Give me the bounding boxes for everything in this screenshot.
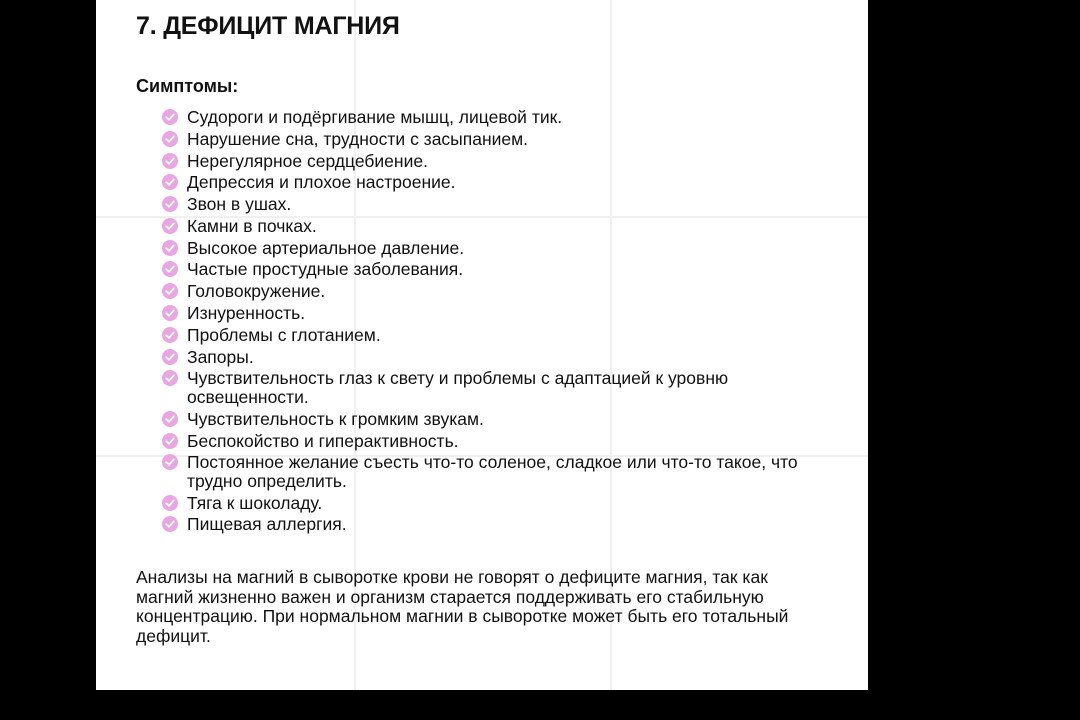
list-item-text: Головокружение. (187, 281, 326, 302)
check-circle-icon (162, 218, 178, 234)
list-item-text: Частые простудные заболевания. (187, 259, 464, 280)
list-item-text: Изнуренность. (187, 303, 306, 324)
list-item (162, 515, 822, 534)
list-item (162, 453, 822, 490)
check-circle-icon (162, 174, 178, 190)
list-item (162, 195, 822, 214)
list-item (162, 260, 822, 279)
list-item-text: Нарушение сна, трудности с засыпанием. (187, 128, 529, 149)
list-item (162, 326, 822, 345)
check-circle-icon (162, 370, 178, 386)
list-item-text: Звон в ушах. (187, 194, 292, 215)
list-item-text: Камни в почках. (187, 215, 317, 236)
page-title: 7. ДЕФИЦИТ МАГНИЯ (136, 12, 400, 40)
list-item (162, 173, 822, 192)
document-page (96, 0, 868, 690)
list-item-text: Запоры. (187, 346, 254, 367)
list-item-text: Чувствительность к громким звукам. (187, 408, 484, 429)
list-item (162, 304, 822, 323)
list-item (162, 432, 822, 451)
check-circle-icon (162, 153, 178, 169)
list-item (162, 410, 822, 429)
section-heading: Симптомы: (136, 76, 239, 96)
list-item (162, 130, 822, 149)
check-circle-icon (162, 433, 178, 449)
list-item (162, 369, 822, 406)
check-circle-icon (162, 516, 178, 532)
list-item-text: Проблемы с глотанием. (187, 324, 381, 345)
check-circle-icon (162, 454, 178, 470)
list-item (162, 108, 822, 127)
check-circle-icon (162, 261, 178, 277)
list-item-text: Чувствительность глаз к свету и проблемы с адаптацией к уровню освещенности. (187, 368, 729, 407)
check-circle-icon (162, 495, 178, 511)
list-item-text: Тяга к шоколаду. (187, 492, 323, 513)
symptom-list (162, 108, 822, 537)
check-circle-icon (162, 196, 178, 212)
list-item-text: Депрессия и плохое настроение. (187, 172, 456, 193)
check-circle-icon (162, 131, 178, 147)
check-circle-icon (162, 283, 178, 299)
note-paragraph: Анализы на магний в сыворотке крови не говорят о дефиците магния, так как магний жизненно важен и организм старается поддерживать его стабильную концентрацию. При нормальном магнии в сыворотке может быть его тотальный дефицит. (136, 567, 789, 646)
list-item (162, 217, 822, 236)
check-circle-icon (162, 349, 178, 365)
check-circle-icon (162, 411, 178, 427)
list-item-text: Нерегулярное сердцебиение. (187, 150, 428, 171)
list-item-text: Высокое артериальное давление. (187, 237, 465, 258)
list-item (162, 494, 822, 513)
list-item-text: Постоянное желание съесть что-то соленое, сладкое или что-то такое, что трудно определить. (187, 452, 798, 491)
check-circle-icon (162, 109, 178, 125)
list-item-text: Пищевая аллергия. (187, 514, 347, 535)
list-item-text: Беспокойство и гиперактивность. (187, 430, 459, 451)
list-item (162, 282, 822, 301)
list-item-text: Судороги и подёргивание мышц, лицевой тик. (187, 107, 563, 127)
check-circle-icon (162, 240, 178, 256)
check-circle-icon (162, 327, 178, 343)
check-circle-icon (162, 305, 178, 321)
list-item (162, 152, 822, 171)
list-item (162, 239, 822, 258)
list-item (162, 348, 822, 367)
